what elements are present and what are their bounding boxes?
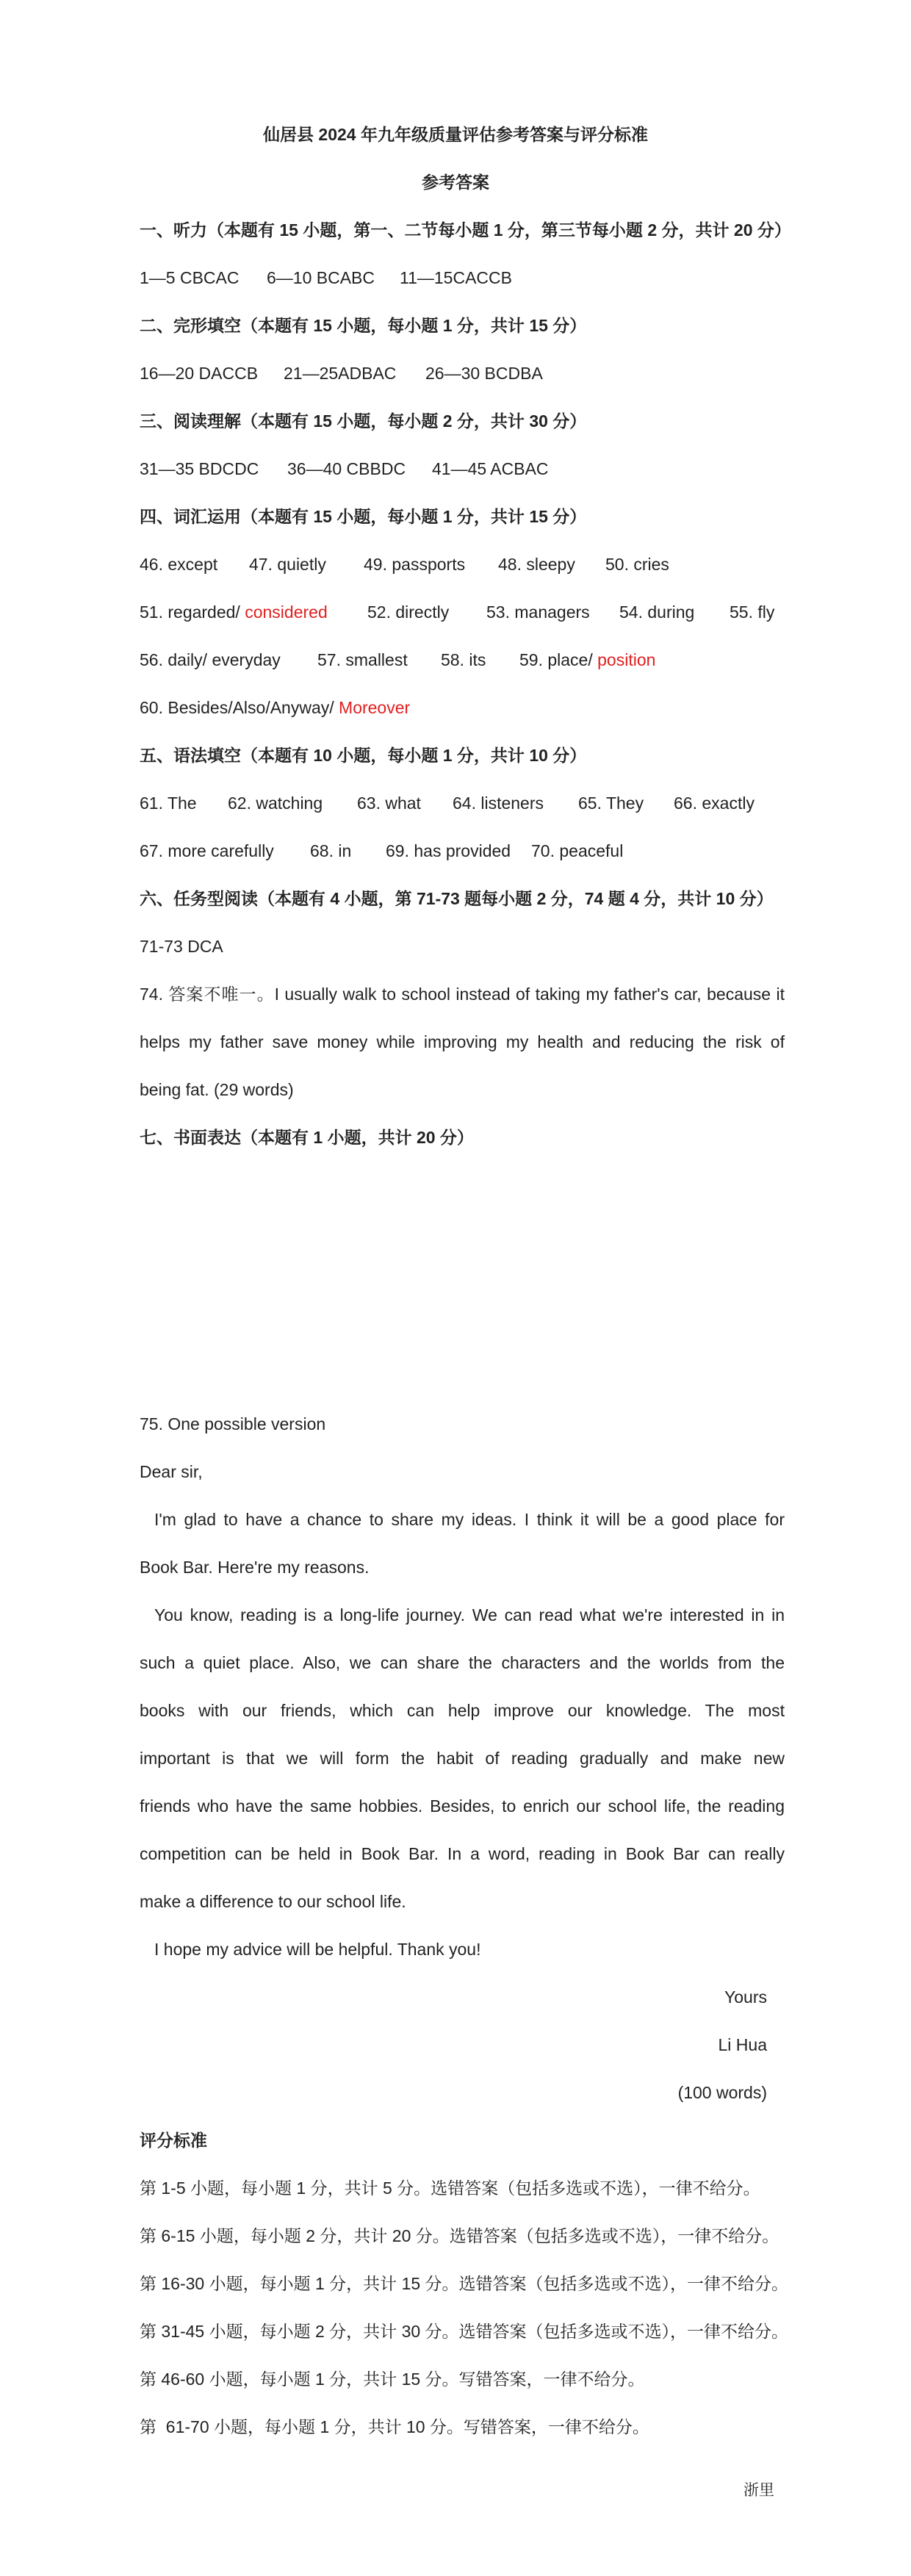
essay-line: friends who have the same hobbies. Besides, to enrich our school life, the reading [140, 1796, 785, 1816]
alternative-answer: position [597, 650, 656, 669]
scoring-item: 第 16-30 小题，每小题 1 分，共计 15 分。选错答案（包括多选或不选），一律不给分。 [140, 2274, 789, 2293]
section-heading-task-reading: 六、任务型阅读（本题有 4 小题，第 71-73 题每小题 2 分，74 题 4 分，共计 10 分） [140, 889, 774, 908]
page-subtitle: 参考答案 [422, 173, 489, 192]
section-heading-listening: 一、听力（本题有 15 小题，第一、二节每小题 1 分，第三节每小题 2 分，共计 20 分） [140, 220, 791, 240]
essay-line: books with our friends, which can help improve our knowledge. The most [140, 1701, 785, 1720]
answer-group: 41—45 ACBAC [432, 459, 549, 478]
answer-item: 50. cries [605, 555, 669, 574]
answer-group: 6—10 BCABC [267, 268, 375, 287]
answer-item: 57. smallest [317, 650, 408, 669]
section-heading-reading: 三、阅读理解（本题有 15 小题，每小题 2 分，共计 30 分） [140, 411, 587, 431]
answer-item: 58. its [441, 650, 486, 669]
essay-line: I'm glad to have a chance to share my ideas. I think it will be a good place for [154, 1510, 785, 1529]
answer-item: 61. The [140, 794, 197, 813]
answer-item: 66. exactly [674, 794, 755, 813]
answer-item: 52. directly [367, 602, 450, 622]
answer-item: 47. quietly [249, 555, 326, 574]
answers-row [140, 697, 410, 719]
footer-watermark: 浙里 [743, 2482, 774, 2499]
essay-line: important is that we will form the habit of reading gradually and make new [140, 1749, 785, 1768]
scoring-item: 第 1-5 小题，每小题 1 分，共计 5 分。选错答案（包括多选或不选），一律不给分。 [140, 2179, 760, 2198]
answer-text-line: helps my father save money while improving my health and reducing the risk of [140, 1032, 785, 1051]
scoring-item: 第 46-60 小题，每小题 1 分，共计 15 分。写错答案，一律不给分。 [140, 2370, 645, 2389]
answers-row [140, 649, 656, 671]
answers-row [140, 362, 543, 384]
essay-label: 75. One possible version [140, 1414, 326, 1433]
answer-item: 49. passports [364, 555, 466, 574]
answer-group: 36—40 CBBDC [287, 459, 406, 478]
answer-item: 70. peaceful [531, 841, 624, 860]
answers-row [140, 792, 755, 814]
essay-line: Book Bar. Here're my reasons. [140, 1558, 370, 1577]
answers-row [140, 458, 549, 480]
answer-item: 46. except [140, 555, 218, 574]
answer-group: 16—20 DACCB [140, 364, 259, 383]
essay-line: make a difference to our school life. [140, 1892, 406, 1911]
answer-group: 31—35 BDCDC [140, 459, 259, 478]
answer-item: 55. fly [730, 602, 775, 622]
essay-closing: Yours [724, 1987, 767, 2007]
answer-item: 56. daily/ everyday [140, 650, 281, 669]
essay-word-count: (100 words) [677, 2083, 767, 2102]
alternative-answer: Moreover [339, 698, 411, 717]
answer-group: 21—25ADBAC [284, 364, 397, 383]
answer-item: 54. during [619, 602, 695, 622]
answer-item: 67. more carefully [140, 841, 274, 860]
answer-text: 59. place/ [519, 650, 598, 669]
answers-row [140, 267, 512, 289]
answer-item [140, 601, 328, 623]
answer-group: 1—5 CBCAC [140, 268, 240, 287]
answer-item: 63. what [357, 794, 421, 813]
answer-item: 68. in [310, 841, 352, 860]
answer-item: 48. sleepy [498, 555, 575, 574]
answer-item: 64. listeners [453, 794, 544, 813]
answer-item: 62. watching [228, 794, 323, 813]
scoring-heading: 评分标准 [140, 2131, 207, 2150]
essay-line: I hope my advice will be helpful. Thank you! [154, 1940, 481, 1959]
answer-item: 69. has provided [386, 841, 511, 860]
answer-text-line: being fat. (29 words) [140, 1080, 294, 1099]
section-heading-writing: 七、书面表达（本题有 1 小题，共计 20 分） [140, 1128, 474, 1147]
answer-text: 60. Besides/Also/Anyway/ [140, 698, 339, 717]
section-heading-cloze: 二、完形填空（本题有 15 小题，每小题 1 分，共计 15 分） [140, 316, 587, 335]
answer-item: 53. managers [486, 602, 590, 622]
answer-text-line: 74. 答案不唯一。I usually walk to school instead of taking my father's car, because it [140, 985, 785, 1004]
essay-line: competition can be held in Book Bar. In a word, reading in Book Bar can really [140, 1844, 785, 1863]
essay-line: You know, reading is a long-life journey. We can read what we're interested in in [154, 1605, 785, 1625]
scoring-item: 第 6-15 小题，每小题 2 分，共计 20 分。选错答案（包括多选或不选），一律不给分。 [140, 2226, 779, 2245]
answers-row [140, 840, 624, 862]
answer-group: 11—15CACCB [400, 268, 512, 287]
answers-row [140, 601, 775, 623]
scoring-item: 第 61-70 小题，每小题 1 分，共计 10 分。写错答案，一律不给分。 [140, 2417, 649, 2436]
section-heading-grammar: 五、语法填空（本题有 10 小题，每小题 1 分，共计 10 分） [140, 746, 587, 765]
page-title: 仙居县 2024 年九年级质量评估参考答案与评分标准 [263, 125, 648, 144]
answer-item [519, 649, 655, 671]
alternative-answer: considered [245, 602, 328, 622]
essay-greeting: Dear sir, [140, 1462, 203, 1481]
answer-group: 26—30 BCDBA [425, 364, 543, 383]
section-heading-vocabulary: 四、词汇运用（本题有 15 小题，每小题 1 分，共计 15 分） [140, 507, 587, 526]
answer-text: 51. regarded/ [140, 602, 245, 622]
answer-item: 65. They [578, 794, 644, 813]
essay-signature: Li Hua [718, 2035, 767, 2054]
essay-line: such a quiet place. Also, we can share the characters and the worlds from the [140, 1653, 785, 1672]
answers-row [140, 553, 669, 575]
answer-item: 71-73 DCA [140, 937, 223, 956]
scoring-item: 第 31-45 小题，每小题 2 分，共计 30 分。选错答案（包括多选或不选），一律不给分。 [140, 2322, 789, 2341]
